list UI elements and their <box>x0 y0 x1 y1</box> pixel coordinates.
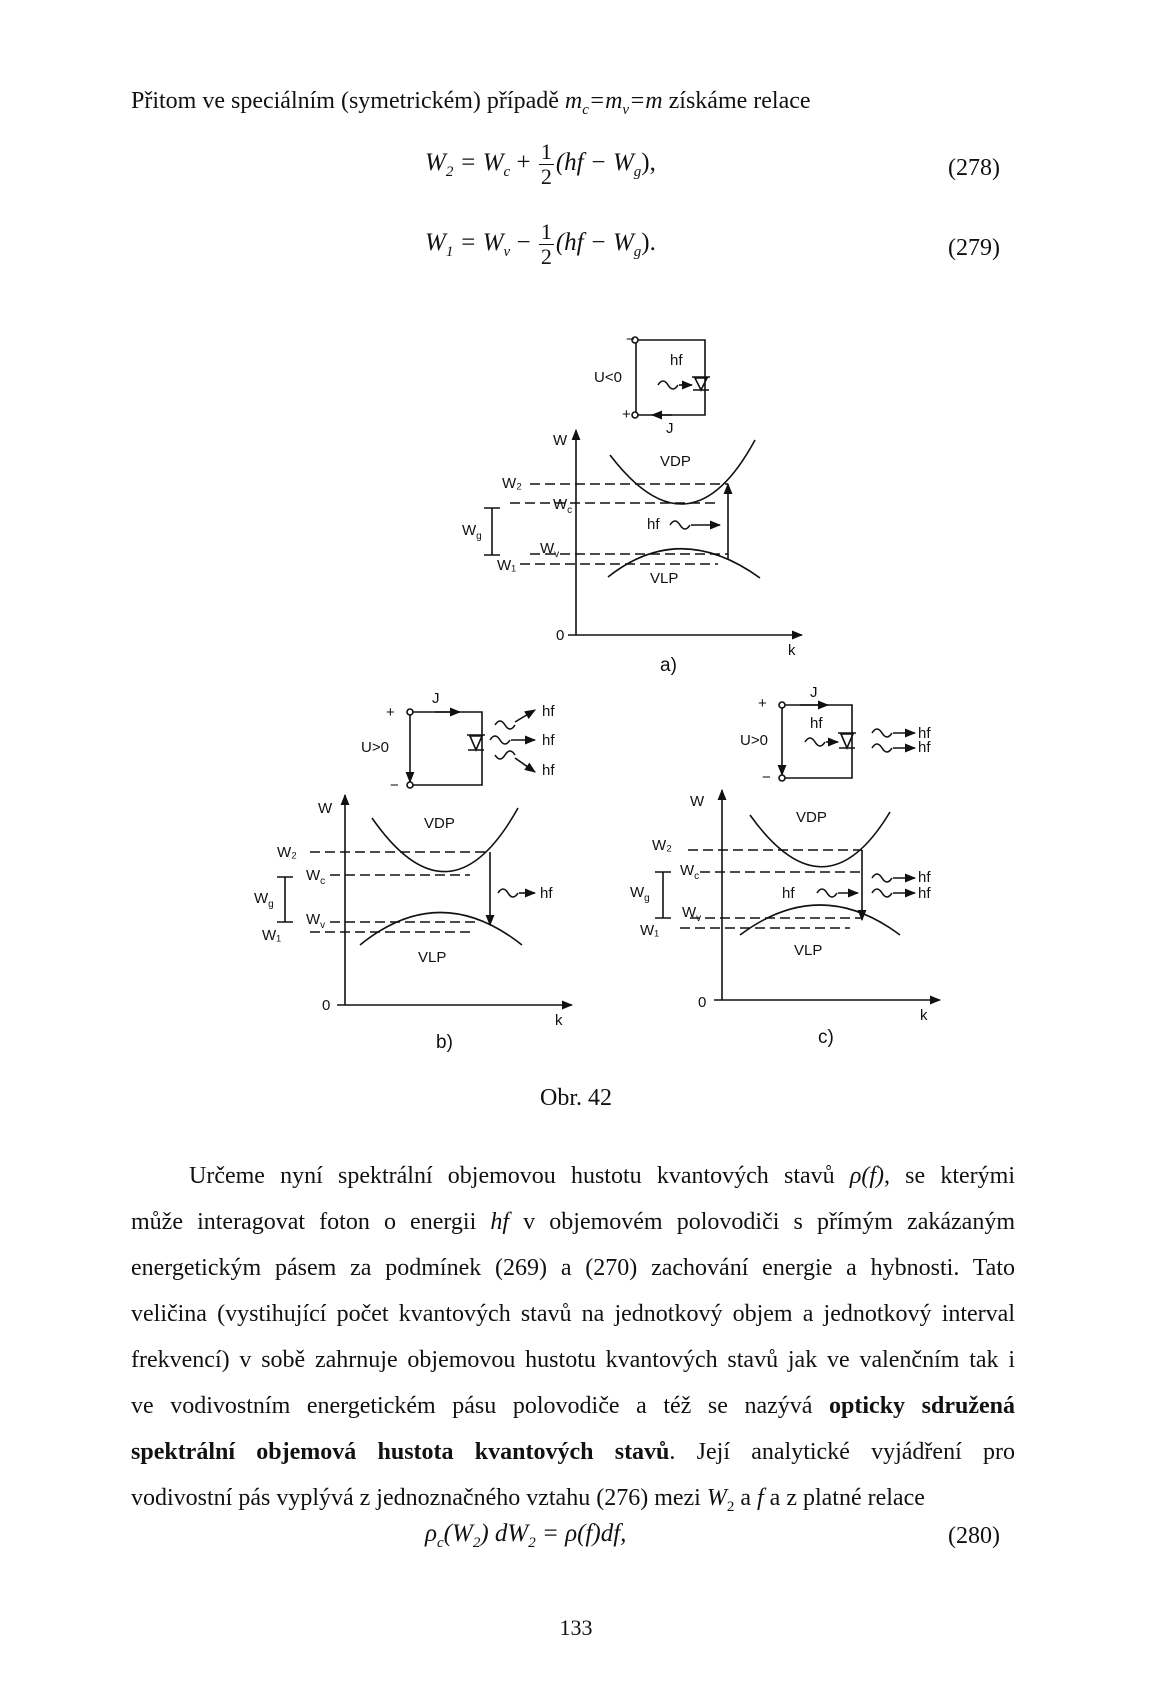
eq279-end: ). <box>641 229 656 257</box>
figure-caption: Obr. 42 <box>540 1085 612 1111</box>
eq278-num: 1 <box>540 139 552 164</box>
panel-c-wc: $W_c$ <box>680 862 700 882</box>
panel-a-wg-bracket <box>484 508 500 555</box>
panel-b-photon-3 <box>495 751 515 759</box>
panel-a-axis-k: k <box>788 642 796 659</box>
paragraph-line-6 <box>131 1383 1015 1429</box>
p-l1-b: , se kterými <box>884 1163 1016 1189</box>
eq278-lhs-sub: 2 <box>445 164 454 181</box>
eq279-mid-sub: v <box>503 244 511 261</box>
panel-b-wc: $W_c$ <box>306 867 326 887</box>
panel-b-plus: + <box>386 704 395 721</box>
panel-b-photon-2 <box>490 736 510 744</box>
eq279-num: 1 <box>540 219 552 244</box>
paragraph-line-7 <box>131 1429 1015 1475</box>
eq278-mid: = W <box>453 149 504 177</box>
equation-number-278: (278) <box>948 155 1000 181</box>
panel-a-wg: $W_g$ <box>462 522 482 542</box>
eq280-arg: (W <box>443 1520 473 1547</box>
p-l6-a: ve vodivostním energetickém pásu polovodiče a též se nazývá <box>131 1393 830 1419</box>
panel-c-photon-transition-out-2 <box>872 889 892 897</box>
panel-b-wg: $W_g$ <box>254 890 274 910</box>
panel-c-photon-transition-out-1 <box>872 874 892 882</box>
eq278-end: ), <box>641 149 656 177</box>
panel-a-bias: U<0 <box>594 369 622 386</box>
mass-v: =m <box>588 88 623 114</box>
paragraph-line-1 <box>131 1153 1015 1199</box>
mass-c: m <box>564 88 583 114</box>
panel-c-photon-in-label: hf <box>810 715 823 732</box>
panel-c-photon-out-2-label: hf <box>918 739 931 756</box>
panel-a-photon-label: hf <box>670 352 683 369</box>
equation-number-280: (280) <box>948 1523 1000 1549</box>
panel-c-label: c) <box>818 1027 834 1048</box>
p-l8-c: a z platné relace <box>763 1485 925 1511</box>
panel-b-band-c: VDP <box>424 815 455 832</box>
panel-a-band-c: VDP <box>660 453 691 470</box>
eq278-lhs: W <box>425 149 446 177</box>
eq280-rho: ρ <box>425 1520 437 1547</box>
panel-a-photon-wave <box>658 381 678 389</box>
panel-b-photon-out-1: hf <box>542 703 555 720</box>
eq278-rhs: (hf − W <box>555 149 634 177</box>
eq279-lhs-sub: 1 <box>445 244 454 261</box>
panel-b-band-v: VLP <box>418 949 447 966</box>
paragraph-line-4: veličina (vystihující počet kvantových stavů na jednotkový objem a jednotkový interval <box>131 1301 1015 1327</box>
p-l8-b: a <box>734 1485 757 1511</box>
page-number: 133 <box>559 1615 593 1640</box>
panel-b-label: b) <box>436 1032 453 1053</box>
p-l8-a: vodivostní pás vyplývá z jednoznačného vztahu (276) mezi <box>131 1485 707 1511</box>
panel-c-current: J <box>810 684 818 701</box>
panel-a-conduction-band <box>610 440 755 504</box>
panel-c-band-c: VDP <box>796 809 827 826</box>
panel-a-minus: − <box>626 331 635 348</box>
panel-c-photon-transition-in <box>817 889 837 897</box>
intro-text: Přitom ve speciálním (symetrickém) případě <box>131 88 565 114</box>
panel-c-plus: + <box>758 695 767 712</box>
panel-c-w1: W₁ <box>640 922 660 939</box>
panel-c-wv: $W_v$ <box>682 904 702 924</box>
paragraph-line-5: frekvencí) v sobě zahrnuje objemovou hustotu kvantových stavů jak ve valenčním tak i <box>131 1347 1015 1373</box>
panel-a-photon-wave-2 <box>670 521 690 529</box>
panel-b-current: J <box>432 690 440 707</box>
panel-b-photon-wave <box>498 889 518 897</box>
panel-a-origin: 0 <box>556 627 565 644</box>
panel-a-plus: + <box>622 406 631 423</box>
panel-c-bias: U>0 <box>740 732 768 749</box>
panel-b-wv: $W_v$ <box>306 911 326 931</box>
p-l8-w: W <box>706 1485 727 1511</box>
panel-c-valence-band <box>740 905 900 935</box>
panel-a-current: J <box>666 420 674 437</box>
eq279-rhs-sub: g <box>633 244 642 261</box>
panel-a-diode-icon <box>692 377 710 390</box>
panel-c-axis-k: k <box>920 1007 928 1024</box>
panel-a-transition-label: hf <box>647 516 660 533</box>
p-l1-rho: ρ(f) <box>849 1163 884 1189</box>
p-l2-b: v objemovém polovodiči s přímým zakázaným <box>509 1209 1015 1235</box>
panel-a-axis-w: W <box>553 432 568 449</box>
p-l6-bold: opticky sdružená <box>829 1393 1015 1419</box>
p-l1-a: Určeme nyní spektrální objemovou hustotu kvantových stavů <box>189 1163 850 1189</box>
panel-c-photon-out-1-label: hf <box>918 725 931 742</box>
p-l8-wsub: 2 <box>726 1498 735 1515</box>
eq278-den: 2 <box>540 164 552 189</box>
mass-v-sub: v <box>622 101 630 118</box>
p-l2-a: může interagovat foton o energii <box>131 1209 491 1235</box>
paragraph-line-3: energetickým pásem za podmínek (269) a (270) zachování energie a hybnosti. Tato <box>131 1255 1015 1281</box>
eq278-rhs-sub: g <box>633 164 642 181</box>
panel-c-photon-out-1 <box>872 729 892 737</box>
panel-a-circuit <box>632 337 710 418</box>
equation-280 <box>425 1520 626 1552</box>
eq280-arg-end: ) dW <box>480 1520 529 1547</box>
eq278-op: + <box>510 149 537 177</box>
panel-a-w1: W₁ <box>497 557 517 574</box>
eq280-arg-sub: 2 <box>472 1535 481 1551</box>
panel-c-wg: $W_g$ <box>630 884 650 904</box>
panel-b-bias: U>0 <box>361 739 389 756</box>
panel-c-circuit <box>779 702 915 781</box>
panel-c-photon-in <box>805 738 825 746</box>
panel-c-origin: 0 <box>698 994 707 1011</box>
eq279-op: − <box>510 229 537 257</box>
panel-b-w1: W₁ <box>262 927 282 944</box>
intro-text-end: získáme relace <box>662 88 811 114</box>
panel-c-photon-out-2 <box>872 744 892 752</box>
p-l8-f: f <box>757 1485 764 1511</box>
equation-number-279: (279) <box>948 235 1000 261</box>
p-l7-b: . Její analytické vyjádření pro <box>669 1439 1015 1465</box>
panel-c-axis-w: W <box>690 793 705 810</box>
eq280-d-sub: 2 <box>528 1535 536 1551</box>
mass-m: =m <box>629 88 663 114</box>
paragraph-line-8 <box>131 1475 1015 1521</box>
p-l7-bold: spektrální objemová hustota kvantových stavů <box>131 1439 670 1465</box>
panel-b-wg-bracket <box>277 877 293 922</box>
panel-b-photon-out-3: hf <box>542 762 555 779</box>
panel-b-w2: W₂ <box>277 844 297 861</box>
panel-b-axis-w: W <box>318 800 333 817</box>
eq279-rhs: (hf − W <box>555 229 634 257</box>
panel-a-w2: W₂ <box>502 475 522 492</box>
panel-b-axis-k: k <box>555 1012 563 1029</box>
panel-b-transition-label: hf <box>540 885 553 902</box>
panel-a-wc: $W_c$ <box>553 496 573 516</box>
panel-c-transition-out-2-label: hf <box>918 885 931 902</box>
eq278-mid-sub: c <box>503 164 511 181</box>
eq280-rho-sub: c <box>437 1535 444 1551</box>
panel-a-label: a) <box>660 655 677 676</box>
panel-c-wg-bracket <box>655 872 671 918</box>
panel-b-circuit <box>407 709 535 788</box>
panel-c-minus: − <box>762 769 771 786</box>
panel-a-wv: $W_v$ <box>540 540 560 560</box>
panel-b-origin: 0 <box>322 997 331 1014</box>
body-paragraph <box>131 1153 1015 1521</box>
panel-c-transition-in-label: hf <box>782 885 795 902</box>
p-l2-hf: hf <box>490 1209 510 1235</box>
eq279-mid: = W <box>453 229 504 257</box>
panel-b-photon-1 <box>495 721 515 729</box>
panel-b-photon-out-2: hf <box>542 732 555 749</box>
eq280-rhs: = ρ(f)df, <box>535 1520 627 1547</box>
panel-c-diode-icon <box>838 733 856 748</box>
mass-c-sub: c <box>582 101 589 118</box>
panel-c-band-v: VLP <box>794 942 823 959</box>
eq279-den: 2 <box>540 244 552 269</box>
eq279-lhs: W <box>425 229 446 257</box>
panel-c-transition-out-1-label: hf <box>918 869 931 886</box>
panel-b-valence-band <box>360 913 522 946</box>
panel-b-minus: − <box>390 777 399 794</box>
panel-a-band-v: VLP <box>650 570 679 587</box>
panel-c-w2: W₂ <box>652 837 672 854</box>
paragraph-line-2 <box>131 1199 1015 1245</box>
